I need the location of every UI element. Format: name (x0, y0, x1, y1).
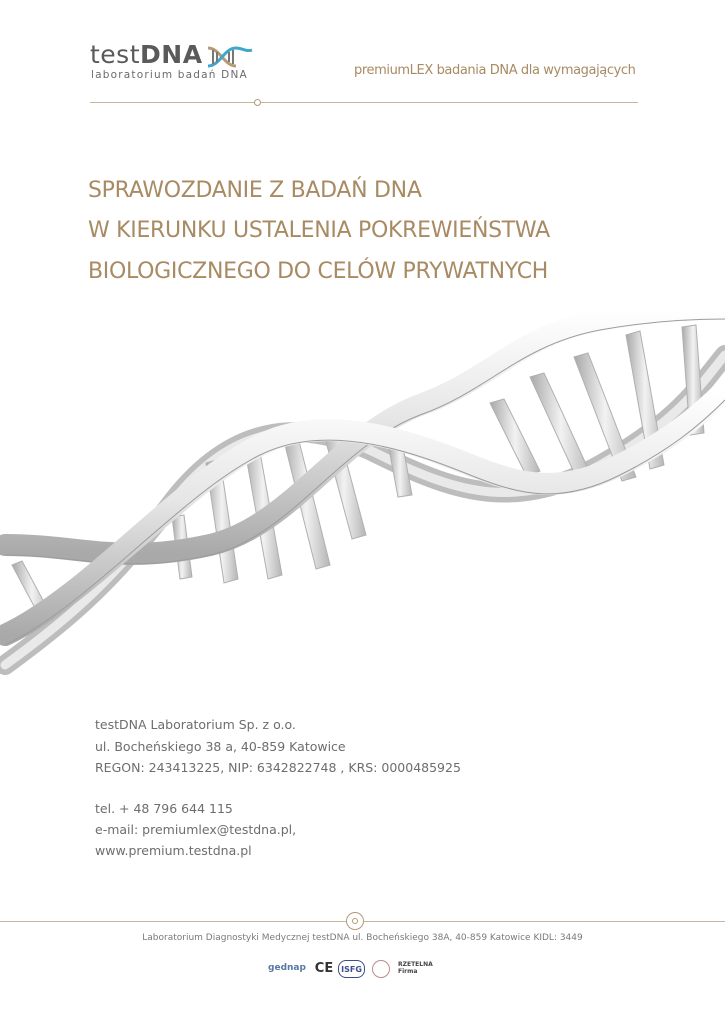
company-website[interactable]: www.premium.testdna.pl (95, 843, 252, 858)
footer-lab-info: Laboratorium Diagnostyki Medycznej testDNA ul. Bocheńskiego 38A, 40-859 Katowice KIDL: 3449 (142, 933, 583, 943)
header-divider (90, 102, 638, 103)
company-registry: REGON: 243413225, NIP: 6342822748 , KRS: 0000485925 (95, 760, 461, 775)
report-title-line-3: BIOLOGICZNEGO DO CELÓW PRYWATNYCH (88, 259, 549, 284)
logo-prefix: test (90, 40, 141, 69)
dna-logo-icon (206, 44, 254, 70)
company-phone: tel. + 48 796 644 115 (95, 801, 233, 816)
isfg-logo: ISFG (338, 960, 365, 978)
gednap-logo: gednap (268, 963, 306, 973)
header-divider-dot (254, 99, 261, 106)
ce-mark-icon: CE (314, 960, 334, 976)
rzetelna-firma-logo: RZETELNA Firma (398, 961, 433, 975)
company-name: testDNA Laboratorium Sp. z o.o. (95, 717, 296, 732)
logo-wordmark (90, 40, 203, 69)
certification-seal-icon (372, 960, 390, 978)
report-title-line-1: SPRAWOZDANIE Z BADAŃ DNA (88, 178, 422, 203)
dna-helix-illustration (0, 295, 725, 685)
footer-divider-circle-inner (352, 918, 358, 924)
company-email[interactable]: e-mail: premiumlex@testdna.pl, (95, 822, 297, 837)
report-title-line-2: W KIERUNKU USTALENIA POKREWIEŃSTWA (88, 218, 550, 243)
logo-suffix: DNA (140, 40, 203, 69)
logo-subtitle: laboratorium badań DNA (91, 69, 248, 81)
tagline: premiumLEX badania DNA dla wymagających (354, 63, 636, 78)
company-street: ul. Bocheńskiego 38 a, 40-859 Katowice (95, 739, 346, 754)
